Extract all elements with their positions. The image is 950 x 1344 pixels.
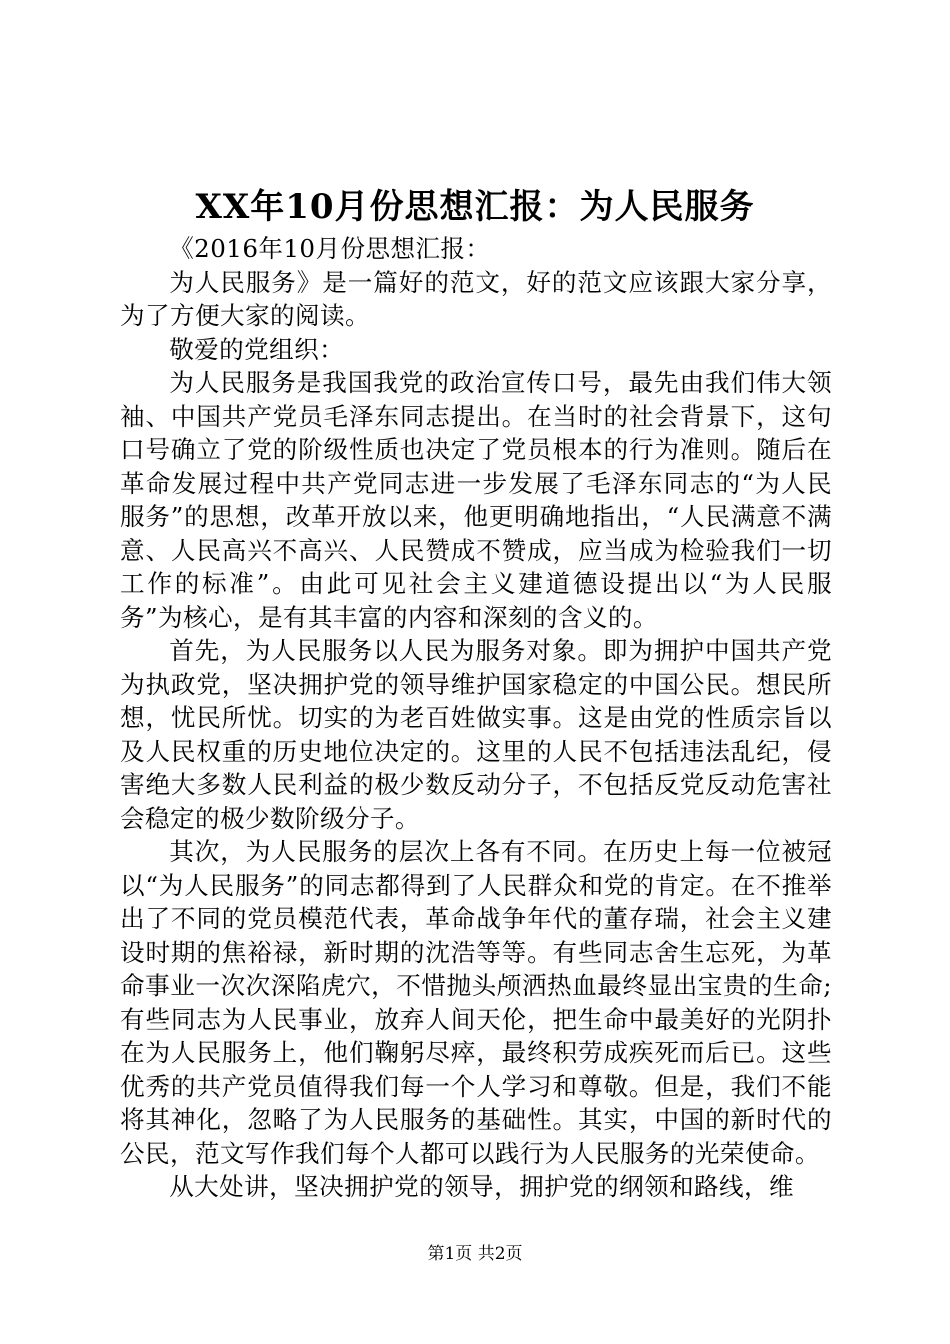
- page-footer: 第1页 共2页: [427, 1244, 523, 1264]
- paragraph: 敬爱的党组织：: [169, 334, 345, 364]
- paragraph: 为人民服务》是一篇好的范文，好的范文应该跟大家分享，为了方便大家的阅读。: [120, 267, 832, 330]
- paragraph: 其次，为人民服务的层次上各有不同。在历史上每一位被冠以“为人民服务”的同志都得到了人民群众和党的肯定。在不推举出了不同的党员模范代表，革命战争年代的董存瑞，社会主义建设时期的焦裕禄，新时期的沈浩等等。有些同志舍生忘死，为革命事业一次次深陷虎穴，不惜抛头颅洒热血最终显出宝贵的生命;有些同志为人民事业，放弃人间天伦，把生命中最美好的光阴扑在为人民服务上，他们鞠躬尽瘁，最终积劳成疾死而后已。这些优秀的共产党员值得我们每一个人学习和尊敬。但是，我们不能将其神化，忽略了为人民服务的基础性。其实，中国的新时代的公民，范文写作我们每个人都可以践行为人民服务的光荣使命。: [120, 837, 832, 1168]
- paragraph: 《2016年10月份思想汇报：: [169, 234, 491, 263]
- document-body: [120, 232, 832, 1204]
- paragraph: 为人民服务是我国我党的政治宣传口号，最先由我们伟大领袖、中国共产党员毛泽东同志提出。在当时的社会背景下，这句口号确立了党的阶级性质也决定了党员根本的行为准则。随后在革命发展过程中共产党同志进一步发展了毛泽东同志的“为人民服务”的思想，改革开放以来，他更明确地指出，“人民满意不满意、人民高兴不高兴、人民赞成不赞成，应当成为检验我们一切工作的标准”。由此可见社会主义建道德设提出以“为人民服务”为核心，是有其丰富的内容和深刻的含义的。: [120, 368, 832, 632]
- paragraph: 从大处讲，坚决拥护党的领导，拥护党的纲领和路线，维: [169, 1172, 795, 1201]
- paragraph: 首先，为人民服务以人民为服务对象。即为拥护中国共产党为执政党，坚决拥护党的领导维护国家稳定的中国公民。想民所想，忧民所忧。切实的为老百姓做实事。这是由党的性质宗旨以及人民权重的历史地位决定的。这里的人民不包括违法乱纪，侵害绝大多数人民利益的极少数反动分子，不包括反党反动危害社会稳定的极少数阶级分子。: [120, 636, 832, 833]
- document-title: XX年10月份思想汇报：为人民服务: [195, 187, 755, 227]
